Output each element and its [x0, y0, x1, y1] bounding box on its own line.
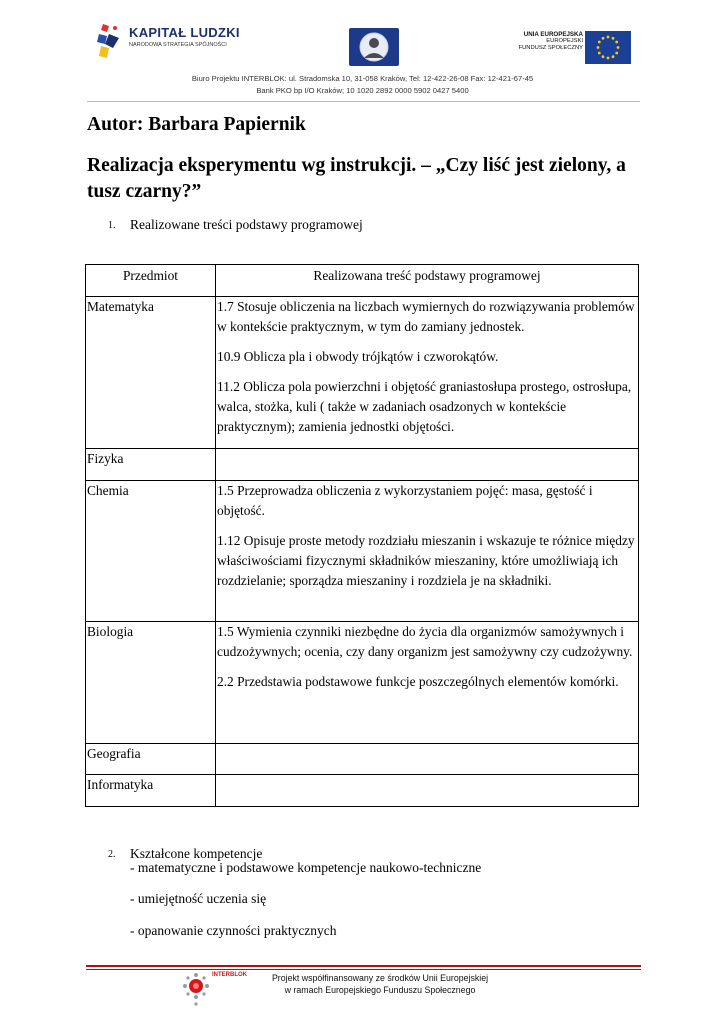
content-item: 1.5 Wymienia czynniki niezbędne do życia dla organizmów samożywnych i cudzożywnych; ocenia, czy dany organizm jest samożywny czy cudzożywny.: [217, 624, 633, 659]
section-1-number: 1.: [108, 220, 116, 231]
content-cell: [216, 744, 639, 775]
subject-cell: Geografia: [86, 744, 216, 775]
eu-fund-text: [503, 31, 583, 53]
content-item: 10.9 Oblicza pla i obwody trójkątów i czworokątów.: [217, 349, 499, 364]
portrait-emblem-icon: [349, 28, 399, 66]
header-divider: [87, 101, 640, 102]
curriculum-table: [85, 264, 639, 807]
document-title: Realizacja eksperymentu wg instrukcji. – „Czy liść jest zielony, a tusz czarny?”: [87, 155, 626, 202]
table-row: [86, 744, 639, 775]
kapital-ludzki-subtitle: NARODOWA STRATEGIA SPÓJNOŚCI: [129, 42, 227, 48]
table-row: [86, 297, 639, 449]
subject-cell: Matematyka: [86, 297, 216, 449]
table-row: [86, 622, 639, 744]
content-cell: [216, 622, 639, 744]
section-2-number: 2.: [108, 849, 116, 860]
table-row: [86, 481, 639, 622]
header-subject: Przedmiot: [86, 265, 216, 297]
author-heading: Autor: Barbara Papiernik: [87, 114, 306, 135]
content-cell: [216, 775, 639, 807]
table-row: [86, 449, 639, 481]
portrait-emblem: [349, 28, 399, 66]
footer-line-1: Projekt współfinansowany ze środków Unii Europejskiej: [271, 973, 489, 983]
content-cell: [216, 297, 639, 449]
address-line-2: Bank PKO bp I/O Kraków; 10 1020 2892 0000 5902 0427 5400: [256, 86, 469, 95]
table-header-row: [86, 265, 639, 297]
project-address: [0, 73, 725, 97]
eu-fund-line2: EUROPEJSKI: [546, 38, 583, 45]
interblok-logo-text: INTERBLOK: [212, 972, 247, 978]
eu-fund-line3: FUNDUSZ SPOŁECZNY: [518, 45, 583, 52]
header-content: Realizowana treść podstawy programowej: [216, 265, 639, 297]
content-item: 1.12 Opisuje proste metody rozdziału mieszanin i wskazuje te różnice między właściwościami fizycznymi składników mieszaniny, które umożliwiają ich rozdzielanie; sporządza mieszaniny i rozdziela je na składniki.: [217, 533, 635, 588]
kapital-ludzki-emblem-icon: [95, 20, 125, 60]
content-cell: [216, 449, 639, 481]
section-1-label: Realizowane treści podstawy programowej: [130, 217, 363, 232]
footer-funding-note: [240, 972, 520, 996]
footer-divider-thick: [86, 965, 641, 967]
footer-line-2: w ramach Europejskiego Funduszu Społecznego: [284, 985, 476, 995]
kapital-ludzki-logo: [95, 20, 240, 66]
subject-cell: Informatyka: [86, 775, 216, 807]
eu-union-label: UNIA EUROPEJSKA: [523, 31, 583, 38]
eu-flag-icon: [585, 31, 631, 64]
content-item: 2.2 Przedstawia podstawowe funkcje poszczególnych elementów komórki.: [217, 674, 619, 689]
content-item: 11.2 Oblicza pola powierzchni i objętość graniastosłupa prostego, ostrosłupa, walca, stożka, kuli ( także w zadaniach osadzonych w kontekście praktycznym); zamienia jednostki objętości.: [217, 379, 632, 434]
kapital-ludzki-title: KAPITAŁ LUDZKI: [129, 25, 240, 40]
list-item: - opanowanie czynności praktycznych: [130, 923, 337, 938]
subject-cell: Biologia: [86, 622, 216, 744]
footer-divider-thin: [86, 969, 641, 970]
subject-cell: Fizyka: [86, 449, 216, 481]
list-item: - umiejętność uczenia się: [130, 891, 267, 906]
subject-cell: Chemia: [86, 481, 216, 622]
table-row: [86, 775, 639, 807]
content-item: 1.7 Stosuje obliczenia na liczbach wymiernych do rozwiązywania problemów w kontekście praktycznym, w tym do zamiany jednostek.: [217, 299, 635, 334]
list-item: - matematyczne i podstawowe kompetencje naukowo-techniczne: [130, 860, 482, 875]
address-line-1: Biuro Projektu INTERBLOK: ul. Stradomska 10, 31-058 Kraków, Tel: 12-422-26-08 Fax: 12-421-67-45: [191, 74, 534, 83]
content-cell: [216, 481, 639, 622]
section-2-label: Kształcone kompetencje: [130, 846, 263, 861]
content-item: 1.5 Przeprowadza obliczenia z wykorzystaniem pojęć: masa, gęstość i objętość.: [217, 483, 593, 518]
